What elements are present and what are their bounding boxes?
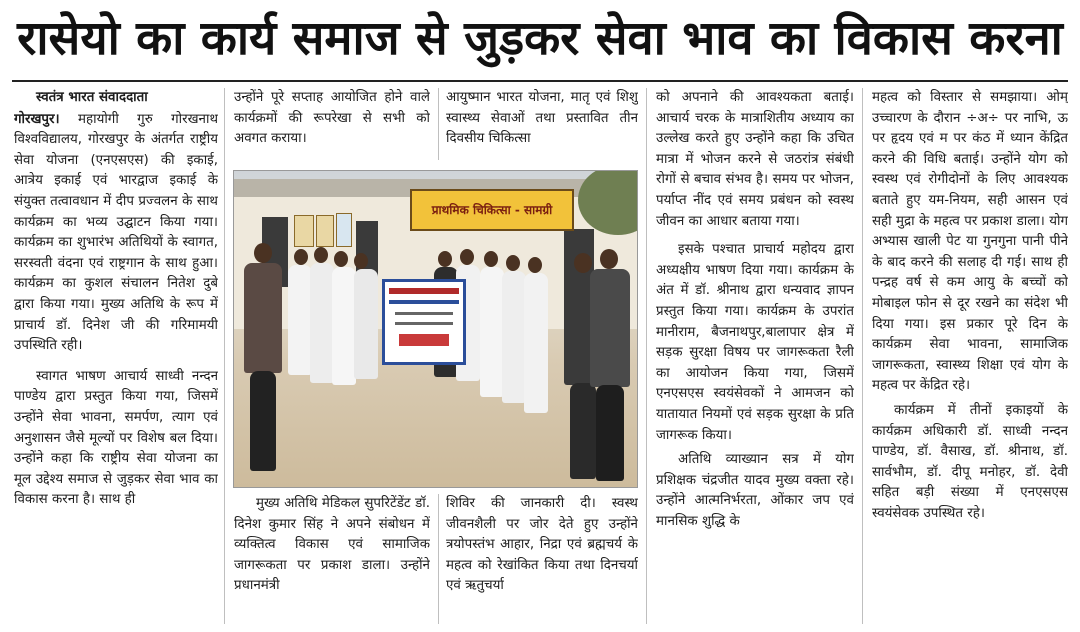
- person-head: [506, 255, 520, 271]
- column-5-paragraph-1: महत्व को विस्तार से समझाया। ओम् उच्चारण के दौरान ÷अ÷ पर नाभि, ऊ पर हृदय एवं म पर कंठ में ध्यान केंद्रित करने की विधि बताई। उन्होंने योग को स्वस्थ एवं रोगीदोनों के लिए आवश्यक बताते हुए यम-नियम, सही आसन एवं सही मुद्रा के महत्व पर प्रकाश डाला। योग अभ्यास खाली पेट या गुनगुना पानी पीने के बाद करने की सलाह दी गई। साथ ही पन्द्रह वर्ष से कम आयु के बच्चों को मोबाइल फोन से दूर रखने का संदेश भी दिया गया। इस प्रकार पूरे दिन के कार्यक्रम सेवा भावना, सामाजिक जागरूकता, स्वास्थ्य शिक्षा एवं योग के महत्व पर केंद्रित रहे।: [872, 90, 1068, 394]
- banner-stripe: [389, 300, 459, 304]
- column-5: [872, 88, 1068, 628]
- person-body: [310, 263, 334, 383]
- column-divider: [438, 494, 439, 624]
- column-3-bottom: [446, 494, 638, 624]
- column-5-paragraph-2: कार्यक्रम में तीनों इकाइयों के कार्यक्रम अधिकारी डॉ. साध्वी नन्दन पाण्डेय, डॉ. वैसाख, डॉ. श्रीनाथ, डॉ. सार्वभौम, डॉ. दीपू मनोहर, डॉ. देवी सहित बड़ी संख्या में एनएसएस स्वयंसेवक उपस्थित रहे।: [872, 402, 1068, 521]
- column-3-top: [446, 88, 638, 154]
- column-divider: [862, 88, 863, 624]
- person-body: [524, 273, 548, 413]
- person-body: [502, 271, 526, 403]
- column-divider: [646, 88, 647, 624]
- column-1-paragraph-1: [14, 110, 218, 357]
- column-4-paragraph-2: इसके पश्चात प्राचार्य महोदय द्वारा अध्यक्षीय भाषण दिया गया। कार्यक्रम के अंत में डॉ. श्रीनाथ द्वारा धन्यवाद ज्ञापन प्रस्तुत किया गया। कार्यक्रम के उपरांत मानीराम, बैजनाथपुर,बालापार क्षेत्र में सड़क सुरक्षा विषय पर जागरूकता रैली का आयोजन किया गया, जिसमें एनएसएस स्वयंसेवकों ने आमजन को यातायात नियमों एवं सड़क सुरक्षा के प्रति जागरूक किया।: [656, 242, 854, 443]
- person-head: [314, 247, 328, 263]
- person-legs: [596, 385, 624, 481]
- person-body: [354, 269, 378, 379]
- photo-poster: [316, 215, 334, 247]
- headline: रासेयो का कार्य समाज से जुड़कर सेवा भाव का विकास करना: [17, 11, 1063, 66]
- person-head: [600, 249, 618, 269]
- person-body: [332, 267, 356, 385]
- column-divider: [224, 88, 225, 624]
- person-head: [438, 251, 452, 267]
- person-body: [288, 265, 312, 375]
- column-2-top: [234, 88, 430, 154]
- person-body: [590, 269, 630, 387]
- dateline-place: गोरखपुर।: [14, 111, 60, 127]
- event-photo: [233, 170, 638, 488]
- person-head: [354, 253, 368, 269]
- person-legs: [570, 383, 596, 479]
- person-head: [254, 243, 272, 263]
- column-3-bottom-text: शिविर की जानकारी दी। स्वस्थ जीवनशैली पर जोर देते हुए उन्होंने त्रयोपस्तंभ आहार, निद्रा एवं ब्रह्मचर्य के महत्व को रेखांकित किया तथा दिनचर्या एवं ऋतुचर्या: [446, 496, 638, 594]
- column-4: [656, 88, 854, 628]
- person-head: [484, 251, 498, 267]
- column-2-top-text: उन्होंने पूरे सप्ताह आयोजित होने वाले कार्यक्रमों की रूपरेखा से सभी को अवगत कराया।: [234, 90, 430, 147]
- column-2-bottom-text: मुख्य अतिथि मेडिकल सुपरिटेंडेंट डॉ. दिनेश कुमार सिंह ने अपने संबोधन में व्यक्तित्व विकास एवं सामाजिक जागरूकता पर प्रकाश डाला। उन्होंने प्रधानमंत्री: [234, 496, 430, 594]
- column-4-paragraph-1: को अपनाने की आवश्यकता बताई। आचार्य चरक के मात्राशितीय अध्याय का उल्लेख करते हुए उन्होंने कहा कि उचित मात्रा में भोजन करने से जठरांत्र संबंधी रोगों से बचाव संभव है। समय पर भोजन, पर्याप्त नींद एवं समय प्रबंधन को स्वस्थ जीवन का आधार बताया गया।: [656, 90, 854, 229]
- person-head: [574, 253, 592, 273]
- person-body: [480, 267, 504, 397]
- banner-stripe: [389, 288, 459, 294]
- banner-text-line: [395, 312, 453, 315]
- person-head: [334, 251, 348, 267]
- photo-banner: [382, 279, 466, 365]
- person-head: [528, 257, 542, 273]
- photo-signboard: प्राथमिक चिकित्सा - सामग्री: [410, 189, 574, 231]
- person-head: [294, 249, 308, 265]
- person-body: [244, 263, 282, 373]
- column-divider: [438, 88, 439, 160]
- column-4-paragraph-3: अतिथि व्याख्यान सत्र में योग प्रशिक्षक चंद्रजीत यादव मुख्य वक्ता रहे। उन्होंने आत्मनिर्भरता, ओंकार जप एवं मानसिक शुद्धि के: [656, 452, 854, 529]
- column-1: [14, 88, 218, 628]
- person-legs: [250, 371, 276, 471]
- person-head: [460, 249, 474, 265]
- byline: स्वतंत्र भारत संवाददाता: [36, 90, 148, 105]
- photo-poster: [294, 215, 314, 247]
- banner-text-line: [395, 322, 453, 325]
- headline-rule: [12, 80, 1068, 82]
- column-3-top-text: आयुष्मान भारत योजना, मातृ एवं शिशु स्वास्थ्य सेवाओं तथा प्रस्तावित तीन दिवसीय चिकित्सा: [446, 90, 638, 147]
- banner-ribbon: [399, 334, 449, 346]
- column-2-bottom: [234, 494, 430, 624]
- column-1-paragraph-2: स्वागत भाषण आचार्य साध्वी नन्दन पाण्डेय द्वारा प्रस्तुत किया गया, जिसमें उन्होंने सेवा भावना, समर्पण, त्याग एवं अनुशासन जैसे मूल्यों पर विशेष बल दिया। उन्होंने कहा कि राष्ट्रीय सेवा योजना का मूल उद्देश्य समाज से जुड़कर सेवा भाव का विकास करना है। साथ ही: [14, 368, 218, 508]
- column-1-text-1: महायोगी गुरु गोरखनाथ विश्वविद्यालय, गोरखपुर के अंतर्गत राष्ट्रीय सेवा योजना (एनएसएस) की इकाई, आत्रेय इकाई एवं भारद्वाज इकाई के संयुक्त तत्वावधान में दीप प्रज्वलन के साथ कार्यक्रम का भव्य उद्घाटन किया गया। कार्यक्रम का शुभारंभ अतिथियों के स्वागत, सरस्वती वंदना एवं राष्ट्रगान के साथ हुआ। कार्यक्रम का कुशल संचालन नितेश दुबे द्वारा किया गया। मुख्य अतिथि के रूप में प्राचार्य डॉ. दिनेश जी की गरिमामयी उपस्थिति रही।: [14, 111, 218, 354]
- photo-poster: [336, 213, 352, 247]
